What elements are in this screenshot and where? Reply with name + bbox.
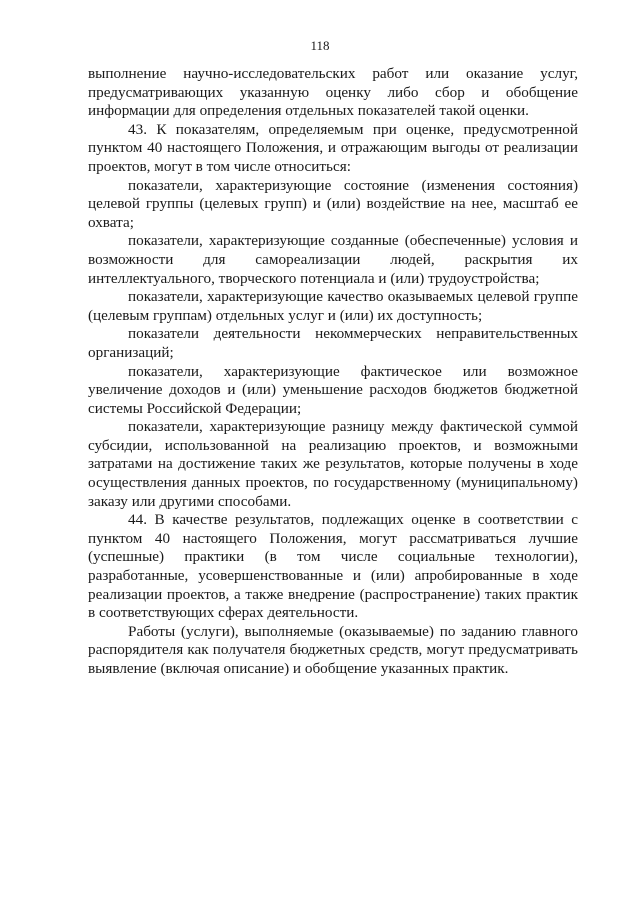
paragraph-indicator-service-quality: показатели, характеризующие качество оказываемых целевой группе (целевым группам) отдельных услуг и (или) их доступность; — [88, 288, 578, 324]
paragraph-indicator-subsidy-difference: показатели, характеризующие разницу между фактической суммой субсидии, использованной на реализацию проектов, и возможными затратами на достижение таких же результатов, которые получены в ходе осуществления данных проектов, по государственному (муниципальному) заказу или другими способами. — [88, 418, 578, 510]
page-number: 118 — [310, 38, 330, 53]
paragraph-indicator-conditions: показатели, характеризующие созданные (обеспеченные) условия и возможности для самореализации людей, раскрытия их интеллектуального, творческого потенциала и (или) трудоустройства; — [88, 232, 578, 287]
paragraph-item-44: 44. В качестве результатов, подлежащих оценке в соответствии с пунктом 40 настоящего Положения, могут рассматриваться лучшие (успешные) практики (в том числе социальные технологии), разработанные, усовершенствованные и (или) апробированные в ходе реализации проектов, а также внедрение (распространение) таких практик в соответствующих сферах деятельности. — [88, 511, 578, 622]
paragraph-works-services: Работы (услуги), выполняемые (оказываемые) по заданию главного распорядителя как получателя бюджетных средств, могут предусматривать выявление (включая описание) и обобщение указанных практик. — [88, 622, 578, 677]
paragraph-indicator-ngo-activity: показатели деятельности некоммерческих неправительственных организаций; — [88, 325, 578, 361]
paragraph-indicator-target-group: показатели, характеризующие состояние (изменения состояния) целевой группы (целевых групп) и (или) воздействие на нее, масштаб ее охвата; — [88, 176, 578, 231]
paragraph-item-43: 43. К показателям, определяемым при оценке, предусмотренной пунктом 40 настоящего Положения, и отражающим выгоды от реализации проектов, могут в том числе относиться: — [88, 120, 578, 175]
paragraph-continuation: выполнение научно-исследовательских работ или оказание услуг, предусматривающих указанную оценку либо сбор и обобщение информации для определения отдельных показателей такой оценки. — [88, 65, 578, 120]
paragraph-indicator-budget: показатели, характеризующие фактическое или возможное увеличение доходов и (или) уменьшение расходов бюджетов бюджетной системы Российской Федерации; — [88, 362, 578, 417]
document-body — [88, 65, 578, 679]
